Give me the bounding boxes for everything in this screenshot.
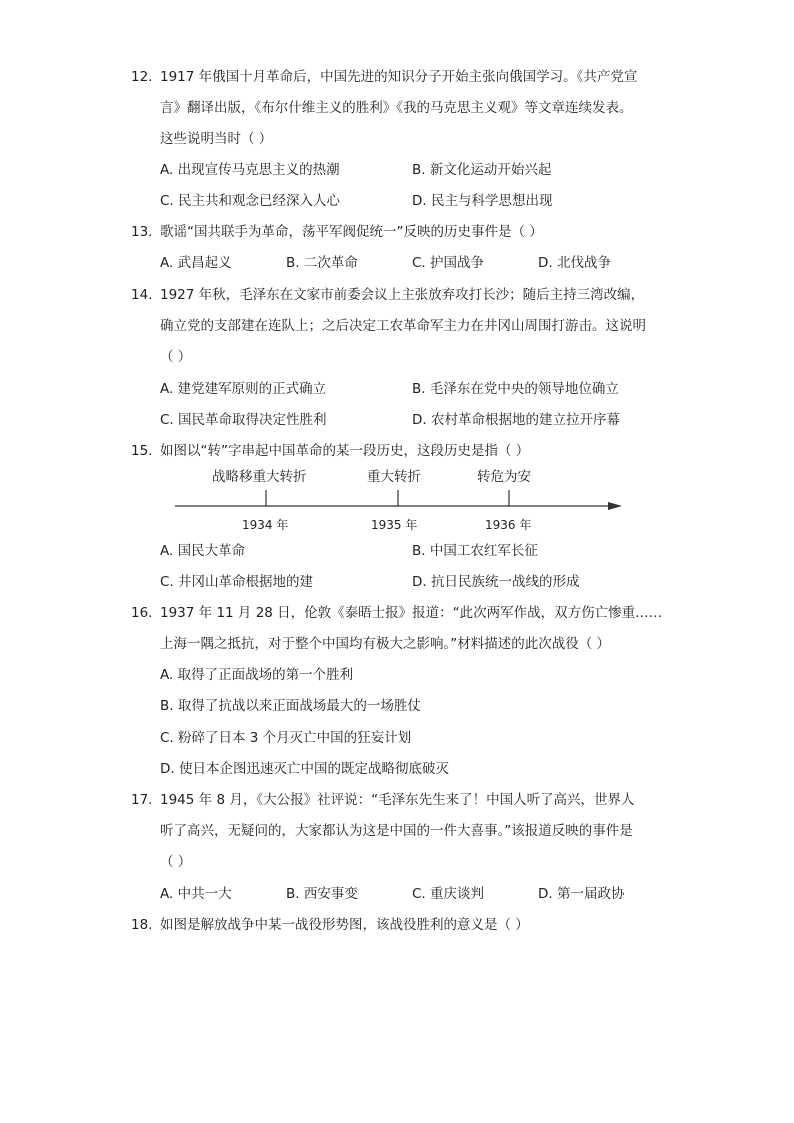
question-text-line: 言》翻译出版，《布尔什维主义的胜利》《我的马克思主义观》等文章连续发表。 — [160, 100, 633, 116]
option-a: A. 国民大革命 — [160, 543, 246, 559]
question-number: 15. — [131, 443, 153, 459]
question-text-line: 1917 年俄国十月革命后，中国先进的知识分子开始主张向俄国学习。《共产党宣 — [160, 69, 638, 85]
option-d: D. 抗日民族统一战线的形成 — [412, 574, 580, 590]
question-text-line: 上海一隅之抵抗，对于整个中国均有极大之影响。”材料描述的此次战役（ ） — [160, 636, 611, 652]
question-number: 17. — [131, 792, 153, 808]
timeline-year: 1936 年 — [485, 518, 532, 532]
option-a: A. 武昌起义 — [160, 255, 232, 271]
option-b: B. 二次革命 — [286, 255, 358, 271]
option-c: C. 井冈山革命根据地的建 — [160, 574, 314, 590]
arrow-right-icon — [608, 502, 622, 510]
option-a: A. 取得了正面战场的第一个胜利 — [160, 667, 354, 683]
option-d: D. 农村革命根据地的建立拉开序幕 — [412, 412, 620, 428]
timeline-label: 转危为安 — [477, 469, 531, 485]
option-b: B. 取得了抗战以来正面战场最大的一场胜仗 — [160, 698, 421, 714]
option-a: A. 建党建军原则的正式确立 — [160, 381, 327, 397]
question-number: 12. — [131, 69, 153, 85]
question-text-line: 如图是解放战争中某一战役形势图，该战役胜利的意义是（ ） — [160, 917, 529, 933]
option-d: D. 第一届政协 — [538, 886, 625, 902]
timeline-label: 战略移重大转折 — [212, 469, 307, 485]
question-number: 16. — [131, 605, 153, 621]
question-text-line: 歌谣“国共联手为革命，荡平军阀促统一”反映的历史事件是（ ） — [160, 224, 543, 240]
question-number: 13. — [131, 224, 153, 240]
option-d: D. 北伐战争 — [538, 255, 611, 271]
question-text-line: 如图以“转”字串起中国革命的某一段历史，这段历史是指（ ） — [160, 443, 530, 459]
option-c: C. 粉碎了日本 3 个月灭亡中国的狂妄计划 — [160, 730, 412, 746]
timeline-year: 1935 年 — [371, 518, 418, 532]
option-c: C. 重庆谈判 — [412, 886, 485, 902]
option-c: C. 民主共和观念已经深入人心 — [160, 193, 341, 209]
option-d: D. 民主与科学思想出现 — [412, 193, 553, 209]
question-text-line: 1927 年秋，毛泽东在文家市前委会议上主张放弃攻打长沙；随后主持三湾改编， — [160, 287, 645, 303]
option-c: C. 国民革命取得决定性胜利 — [160, 412, 327, 428]
question-text-line: 1945 年 8 月，《大公报》社评说：“毛泽东先生来了！中国人听了高兴，世界人 — [160, 792, 635, 808]
question-text-line: （ ） — [160, 854, 192, 870]
option-d: D. 使日本企图迅速灭亡中国的既定战略彻底破灭 — [160, 761, 449, 777]
question-number: 18. — [131, 917, 153, 933]
option-b: B. 新文化运动开始兴起 — [412, 162, 552, 178]
option-a: A. 出现宣传马克思主义的热潮 — [160, 162, 340, 178]
question-text-line: （ ） — [160, 349, 192, 365]
question-text-line: 听了高兴，无疑问的，大家都认为这是中国的一件大喜事。”该报道反映的事件是 — [160, 823, 633, 839]
question-text-line: 确立党的支部建在连队上；之后决定工农革命军主力在井冈山周围打游击。这说明 — [160, 318, 646, 334]
timeline-label: 重大转折 — [367, 469, 421, 485]
option-b: B. 中国工农红军长征 — [412, 543, 538, 559]
question-text-line: 这些说明当时（ ） — [160, 131, 273, 147]
option-a: A. 中共一大 — [160, 886, 232, 902]
timeline-year: 1934 年 — [242, 518, 289, 532]
timeline-figure — [170, 462, 630, 542]
option-b: B. 西安事变 — [286, 886, 358, 902]
question-text-line: 1937 年 11 月 28 日，伦敦《泰晤士报》报道：“此次两军作战，双方伤亡惨重…… — [160, 605, 663, 621]
option-c: C. 护国战争 — [412, 255, 485, 271]
question-number: 14. — [131, 287, 153, 303]
option-b: B. 毛泽东在党中央的领导地位确立 — [412, 381, 619, 397]
